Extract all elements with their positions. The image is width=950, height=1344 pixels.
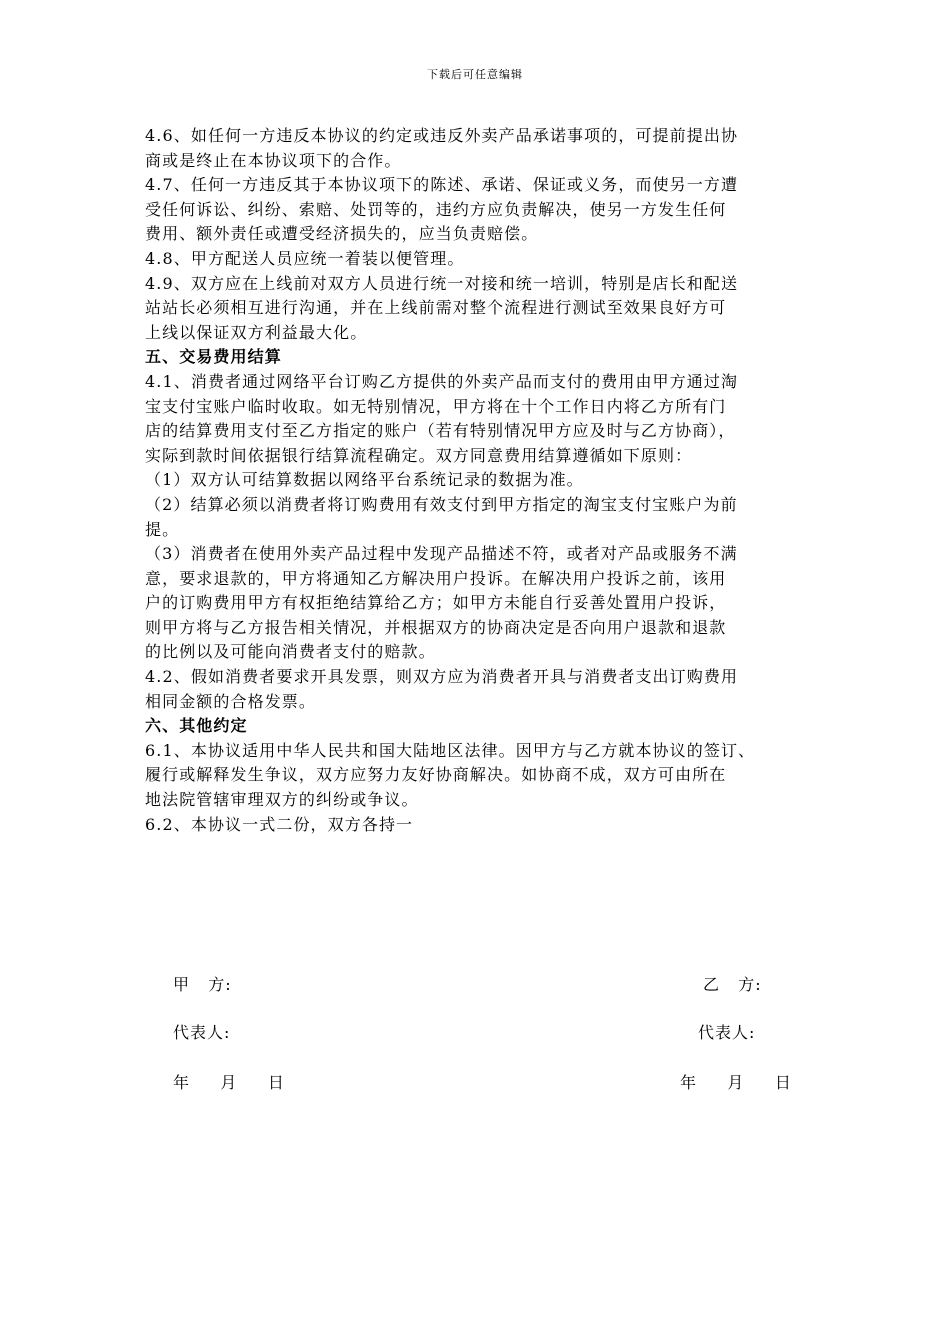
- body-line: 户的订购费用甲方有权拒绝结算给乙方；如甲方未能自行妥善处置用户投诉，: [145, 593, 727, 613]
- body-line: 受任何诉讼、纠纷、索赔、处罚等的，违约方应负责解决，使另一方发生任何: [145, 199, 727, 219]
- party-b-date: 年 月 日: [680, 1073, 792, 1092]
- body-line: （1）双方认可结算数据以网络平台系统记录的数据为准。: [145, 470, 584, 490]
- body-line: 费用、额外责任或遭受经济损失的，应当负责赔偿。: [145, 224, 539, 244]
- agreement-body: [145, 124, 810, 837]
- party-a-representative: 代表人:: [173, 1023, 231, 1042]
- body-line: 4.6、如任何一方违反本协议的约定或违反外卖产品承诺事项的，可提前提出协: [145, 126, 739, 145]
- body-line: 4.1、消费者通过网络平台订购乙方提供的外卖产品而支付的费用由甲方通过淘: [145, 371, 739, 391]
- body-line: 的比例以及可能向消费者支付的赔款。: [145, 642, 436, 662]
- body-line: 地法院管辖审理双方的纠纷或争议。: [145, 790, 419, 810]
- body-line: 4.9、双方应在上线前对双方人员进行统一对接和统一培训，特别是店长和配送: [145, 273, 739, 293]
- body-line: 6.1、本协议适用中华人民共和国大陆地区法律。因甲方与乙方就本协议的签订、: [145, 740, 756, 760]
- body-line: 商或是终止在本协议项下的合作。: [145, 150, 402, 170]
- body-line: 提。: [145, 519, 180, 539]
- body-line: 4.8、甲方配送人员应统一着装以便管理。: [145, 248, 465, 268]
- body-line: 6.2、本协议一式二份，双方各持一: [145, 814, 414, 834]
- party-a-date: 年 月 日: [173, 1073, 285, 1092]
- body-line: 相同金额的合格发票。: [145, 691, 317, 711]
- body-line: 4.7、任何一方违反其于本协议项下的陈述、承诺、保证或义务，而使另一方遭: [145, 175, 739, 195]
- body-line: （2）结算必须以消费者将订购费用有效支付到甲方指定的淘宝支付宝账户为前: [145, 494, 738, 514]
- party-b-label: 乙 方:: [703, 975, 762, 994]
- section-heading: 五、交易费用结算: [145, 347, 282, 367]
- body-line: 店的结算费用支付至乙方指定的账户（若有特别情况甲方应及时与乙方协商），: [145, 421, 736, 441]
- body-line: 履行或解释发生争议，双方应努力友好协商解决。如协商不成，双方可由所在: [145, 765, 727, 785]
- section-heading: 六、其他约定: [145, 716, 248, 736]
- party-b-representative: 代表人:: [698, 1023, 756, 1042]
- body-line: 4.2、假如消费者要求开具发票，则双方应为消费者开具与消费者支出订购费用: [145, 667, 739, 687]
- body-line: 上线以保证双方利益最大化。: [145, 322, 368, 342]
- body-line: 站站长必须相互进行沟通，并在上线前需对整个流程进行测试至效果良好方可: [145, 298, 727, 318]
- body-line: 则甲方将与乙方报告相关情况，并根据双方的协商决定是否向用户退款和退款: [145, 617, 727, 637]
- party-a-label: 甲 方:: [173, 975, 232, 994]
- body-line: 宝支付宝账户临时收取。如无特别情况，甲方将在十个工作日内将乙方所有门: [145, 396, 727, 416]
- header-note: 下载后可任意编辑: [427, 68, 523, 81]
- body-line: 意，要求退款的，甲方将通知乙方解决用户投诉。在解决用户投诉之前，该用: [145, 568, 727, 588]
- body-line: 实际到款时间依据银行结算流程确定。双方同意费用结算遵循如下原则：: [145, 445, 693, 465]
- body-line: （3）消费者在使用外卖产品过程中发现产品描述不符，或者对产品或服务不满: [145, 544, 738, 564]
